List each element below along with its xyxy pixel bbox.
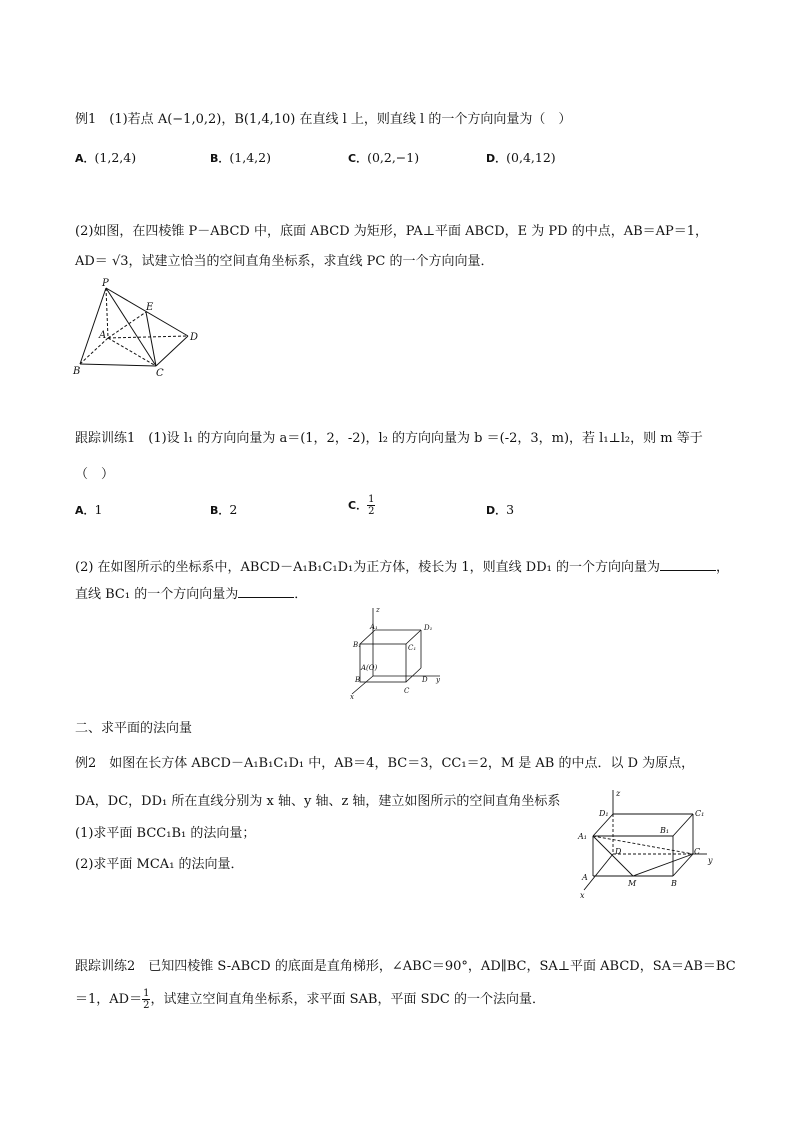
answer-blank-2 (238, 585, 294, 598)
fraction-one-half: $\frac{1}{2}$ (143, 988, 150, 1011)
training1-option-a: A．1 (75, 502, 103, 517)
training1-option-d: D．3 (486, 502, 515, 517)
example2-sub1: (1)求平面 BCC₁B₁ 的法向量； (75, 826, 256, 841)
training1-question2-line1: (2) 在如图所示的坐标系中，ABCD－A₁B₁C₁D₁为正方体，棱长为 1，则直线 DD₁ 的一个方向向量为 ， (75, 560, 729, 575)
label-p: P (102, 278, 109, 289)
svg-text:y: y (708, 856, 713, 865)
example1-option-a: A．(1,2,4) (75, 150, 137, 165)
training1-option-b: B．2 (210, 502, 238, 517)
cube-figure (340, 606, 448, 700)
svg-text:A₁: A₁ (370, 623, 378, 631)
training2-line1: 跟踪训练2 已知四棱锥 S-ABCD 的底面是直角梯形，∠ABC＝90°，AD∥BC，SA⊥平面 ABCD，SA＝AB＝BC (75, 959, 736, 974)
example1-question2-line2: AD＝ √3，试建立恰当的空间直角坐标系，求直线 PC 的一个方向向量． (75, 254, 494, 269)
svg-text:z: z (376, 606, 380, 614)
svg-text:y: y (436, 676, 440, 684)
example1-option-b: B．(1,4,2) (210, 150, 271, 165)
svg-text:x: x (580, 891, 585, 900)
label-b: B (73, 366, 81, 377)
training1-option-c: C． $\frac{1}{2}$ (348, 494, 375, 517)
training1-question2-line2: 直线 BC₁ 的一个方向向量为 ． (75, 587, 308, 602)
example2-line2: DA，DC，DD₁ 所在直线分别为 x 轴、y 轴、z 轴，建立如图所示的空间直角坐标系 (75, 794, 561, 809)
example1-question2-line1: (2)如图，在四棱锥 P－ABCD 中，底面 ABCD 为矩形，PA⊥平面 ABCD，E 为 PD 的中点，AB＝AP＝1， (75, 224, 709, 239)
cuboid-figure (570, 786, 720, 904)
svg-text:x: x (350, 693, 354, 700)
svg-text:B₁: B₁ (353, 641, 361, 649)
svg-text:C₁: C₁ (695, 809, 705, 818)
label-c: C (156, 368, 164, 378)
training2-line2: ＝1，AD＝ $\frac{1}{2}$ ，试建立空间直角坐标系，求平面 SAB，平面 SDC 的一个法向量． (75, 988, 545, 1011)
label-d: D (190, 332, 199, 343)
answer-blank-1 (660, 558, 716, 571)
svg-text:B: B (355, 676, 361, 684)
pyramid-figure (68, 276, 208, 378)
svg-text:A(O): A(O) (361, 664, 378, 672)
svg-text:C: C (694, 847, 701, 856)
example2-line1: 例2 如图在长方体 ABCD－A₁B₁C₁D₁ 中，AB＝4，BC＝3，CC₁＝2，M 是 AB 的中点．以 D 为原点， (75, 756, 695, 771)
svg-text:B: B (671, 879, 677, 888)
svg-text:A₁: A₁ (578, 832, 587, 841)
label-a: A (99, 330, 107, 341)
example2-sub2: (2)求平面 MCA₁ 的法向量． (75, 857, 244, 872)
example1-option-c: C．(0,2,−1) (348, 150, 420, 165)
svg-text:D: D (615, 847, 622, 856)
svg-text:M: M (628, 879, 637, 888)
svg-text:D: D (422, 676, 428, 684)
svg-text:C₁: C₁ (408, 644, 417, 652)
training1-question1-line2: （ ） (75, 467, 115, 482)
svg-text:B₁: B₁ (660, 826, 670, 835)
svg-text:A: A (582, 873, 588, 882)
training1-question1-line1: 跟踪训练1 (1)设 l₁ 的方向向量为 a＝(1，2，-2)，l₂ 的方向向量为 b ＝(-2，3，m)，若 l₁⊥l₂，则 m 等于 (75, 431, 703, 446)
svg-text:C: C (404, 687, 410, 695)
label-e: E (146, 302, 154, 313)
svg-text:D₁: D₁ (424, 624, 433, 632)
section2-heading: 二、求平面的法向量 (75, 721, 193, 736)
svg-text:D₁: D₁ (599, 809, 609, 818)
svg-text:z: z (616, 789, 621, 798)
example1-question1: 例1 (1)若点 A(−1,0,2)，B(1,4,10) 在直线 l 上，则直线 l 的一个方向向量为（ ） (75, 112, 572, 127)
example1-option-d: D．(0,4,12) (486, 150, 556, 165)
